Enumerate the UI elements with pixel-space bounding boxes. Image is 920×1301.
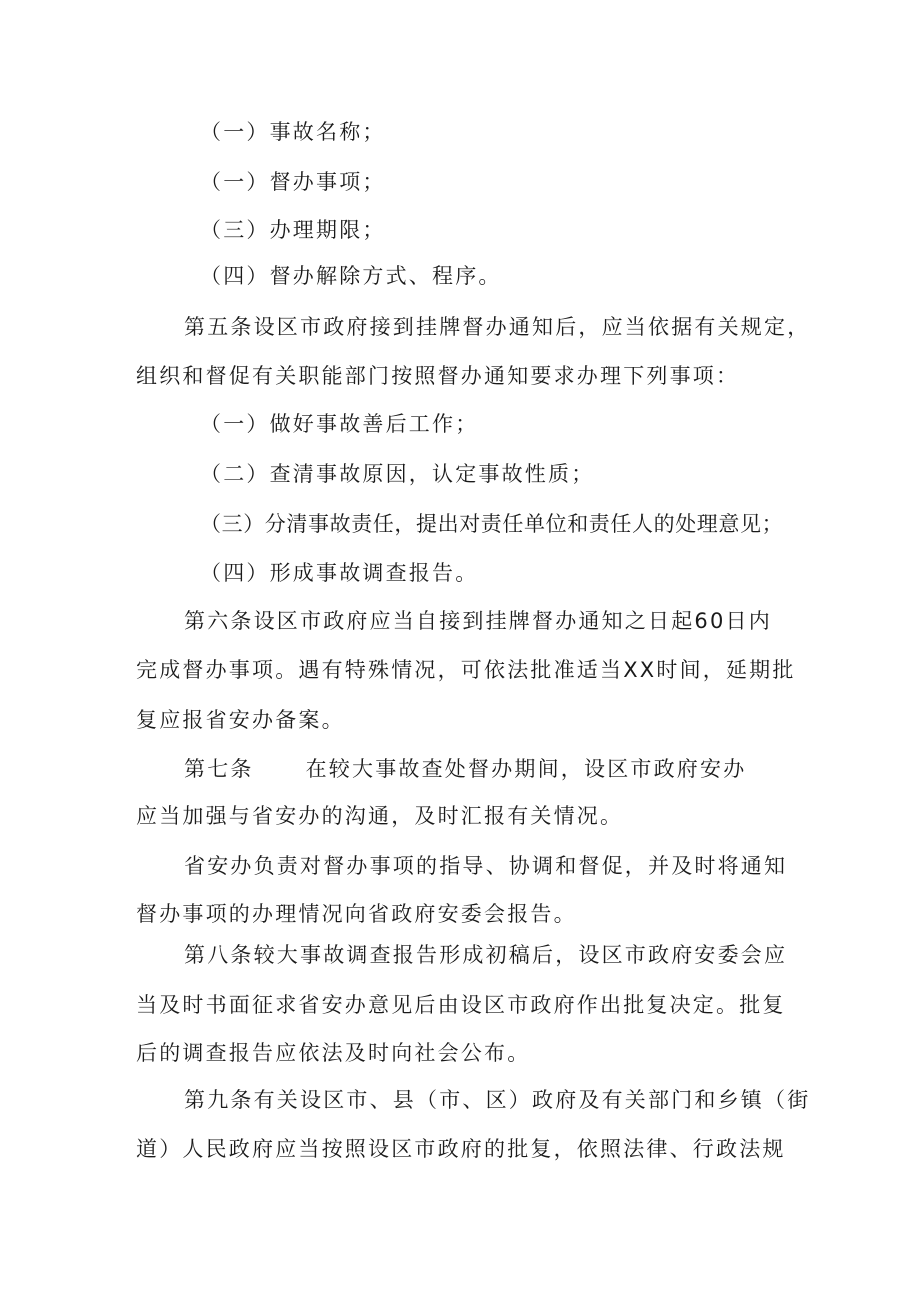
article6-line1: 第六条设区市政府应当自接到挂牌督办通知之日起60日内 [184,609,772,633]
list-item-a-2: （一）督办事项； [200,170,386,194]
list-item-b-4: （四）形成事故调查报告。 [200,561,479,585]
list-item-b-3: （三）分清事故责任，提出对责任单位和责任人的处理意见； [200,512,784,536]
oversight-line2: 督办事项的办理情况向省政府安委会报告。 [136,902,577,926]
list-item-b-1: （一）做好事故善后工作； [200,412,479,436]
article8-line3: 后的调查报告应依法及时向社会公布。 [136,1041,531,1065]
article7-line1-text: 在较大事故查处督办期间，设区市政府安办 [305,757,747,781]
article9-line1: 第九条有关设区市、县（市、区）政府及有关部门和乡镇（街 [184,1088,811,1112]
list-item-a-1: （一）事故名称； [200,120,386,144]
list-item-a-4: （四）督办解除方式、程序。 [200,264,502,288]
article6-line2: 完成督办事项。遇有特殊情况，可依法批准适当XX时间，延期批 [136,658,796,682]
article5-line2: 组织和督促有关职能部门按照督办通知要求办理下列事项： [136,364,740,388]
article8-line1: 第八条较大事故调查报告形成初稿后，设区市政府安委会应 [184,943,788,967]
article6-line3: 复应报省安办备案。 [136,708,345,732]
article7-line1 [184,755,746,783]
article8-line2: 当及时书面征求省安办意见后由设区市政府作出批复决定。批复 [136,993,786,1017]
article5-line1: 第五条设区市政府接到挂牌督办通知后，应当依据有关规定， [184,315,811,339]
article7-label: 第七条 [184,757,254,781]
list-item-a-3: （三）办理期限； [200,218,386,242]
oversight-line1: 省安办负责对督办事项的指导、协调和督促，并及时将通知 [184,854,788,878]
article7-line2: 应当加强与省安办的沟通，及时汇报有关情况。 [136,804,624,828]
article9-line2: 道）人民政府应当按照设区市政府的批复，依照法律、行政法规 [136,1137,786,1161]
list-item-b-2: （二）查清事故原因，认定事故性质； [200,462,595,486]
